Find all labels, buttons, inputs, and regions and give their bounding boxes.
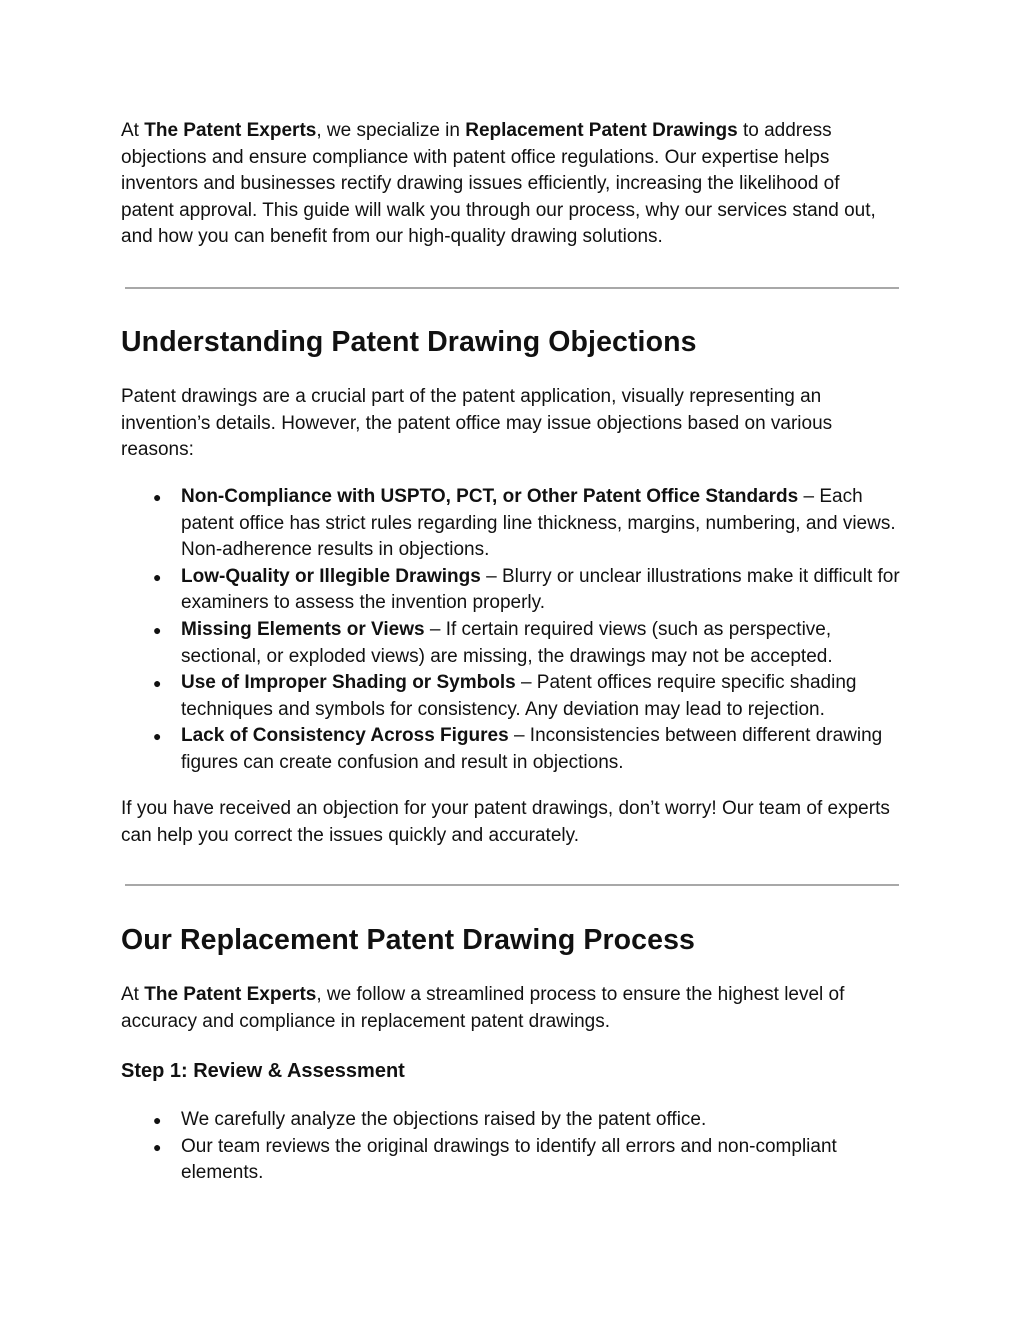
step1-heading: Step 1: Review & Assessment	[121, 1060, 405, 1082]
intro-mid: , we specialize in	[316, 120, 466, 141]
list-item	[121, 670, 907, 723]
list-item-title: Use of Improper Shading or Symbols	[181, 672, 516, 694]
objection-list	[121, 484, 907, 777]
section1-lead: Patent drawings are a crucial part of the patent application, visually representing an invention’s details. However, the patent office may issue objections based on various reasons:	[121, 386, 833, 461]
section2-lead-brand: The Patent Experts	[144, 984, 317, 1005]
section1-heading: Understanding Patent Drawing Objections	[121, 326, 697, 358]
divider-2	[125, 884, 899, 886]
bullet-icon: ●	[153, 568, 162, 585]
list-item-title: Non-Compliance with USPTO, PCT, or Other Patent Office Standards	[181, 486, 799, 507]
list-item-text: – If certain required views (such as perspective, sectional, or exploded views) are missing, the drawings may not be accepted.	[181, 618, 833, 667]
section2-lead-pre: At	[121, 984, 145, 1005]
bullet-icon: ●	[153, 675, 162, 692]
list-item-text: – Inconsistencies between different drawing figures can create confusion and result in objections.	[181, 725, 883, 773]
list-item	[121, 564, 907, 617]
intro-post: to address objections and ensure compliance with patent office regulations. Our expertise helps inventors and businesses rectify drawing issues efficiently, increasing the likelihood of patent approval. This guide will walk you through our process, why our services stand out, and how you can benefit from our high-quality drawing solutions.	[121, 120, 876, 248]
list-item-title: Low-Quality or Illegible Drawings	[181, 565, 481, 587]
list-item-text: Our team reviews the original drawings to identify all errors and non-compliant elements.	[181, 1135, 837, 1184]
list-item-text: We carefully analyze the objections raised by the patent office.	[181, 1109, 707, 1130]
list-item	[121, 1107, 907, 1134]
bullet-icon: ●	[153, 1138, 162, 1155]
bullet-icon: ●	[153, 728, 162, 745]
intro-pre: At	[121, 120, 145, 141]
intro-service: Replacement Patent Drawings	[465, 120, 738, 141]
divider-1	[125, 287, 899, 289]
section1-closing: If you have received an objection for your patent drawings, don’t worry! Our team of experts can help you correct the issues quickly and accurately.	[121, 798, 890, 846]
list-item-text: – Each patent office has strict rules regarding line thickness, margins, numbering, and views. Non-adherence results in objections.	[181, 486, 896, 561]
bullet-icon: ●	[153, 621, 162, 638]
bullet-icon: ●	[153, 1112, 162, 1128]
list-item-text: – Patent offices require specific shading techniques and symbols for consistency. Any deviation may lead to rejection.	[181, 672, 857, 720]
list-item	[121, 723, 907, 776]
section2-lead	[121, 982, 896, 1035]
intro-paragraph	[121, 118, 896, 251]
step1-list	[121, 1107, 907, 1187]
intro-brand: The Patent Experts	[144, 120, 317, 141]
list-item-title: Missing Elements or Views	[181, 618, 425, 640]
list-item-text: – Blurry or unclear illustrations make it difficult for examiners to assess the invention properly.	[181, 565, 900, 614]
list-item	[121, 484, 907, 564]
section2-heading: Our Replacement Patent Drawing Process	[121, 924, 695, 956]
list-item	[121, 617, 907, 670]
list-item-title: Lack of Consistency Across Figures	[181, 725, 509, 747]
list-item	[121, 1134, 907, 1187]
bullet-icon: ●	[153, 489, 162, 505]
section2-lead-post: , we follow a streamlined process to ensure the highest level of accuracy and compliance in replacement patent drawings.	[121, 984, 845, 1032]
